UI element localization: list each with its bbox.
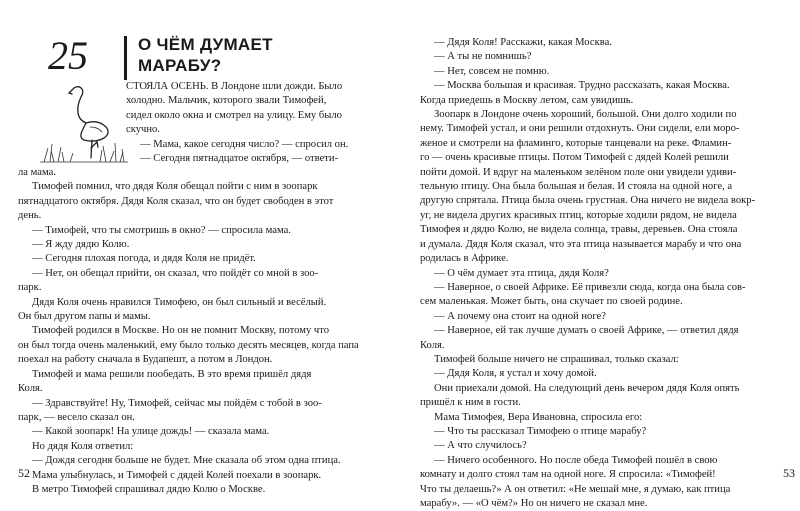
text-line: го — очень красивые птицы. Потом Тимофей с дядей Колей решили <box>420 152 729 164</box>
left-body-text <box>18 166 393 497</box>
text-line: Но дядя Коля ответил: <box>32 440 134 452</box>
text-line: женое и смотрели на фламинго, которые танцевали на реке. Фламин- <box>420 137 732 149</box>
text-line: родилась в Африке. <box>420 253 509 265</box>
chapter-divider <box>124 36 127 80</box>
chapter-title-line-2: МАРАБУ? <box>138 56 222 75</box>
text-line: — Наверное, ей так лучше думать о своей Африке, — ответил дядя <box>434 325 739 337</box>
text-line: — Нет, совсем не помню. <box>434 65 550 77</box>
text-line: — Дождя сегодня больше не будет. Мне сказала об этом одна птица. <box>32 455 341 467</box>
text-line: Тимофея и дядю Колю, не видела солнца, травы, деревьев. Она стояла <box>420 224 738 236</box>
text-line: уг, не видела других красивых птиц, которые ходили рядом, не видела <box>420 209 737 221</box>
chapter-number: 25 <box>48 33 88 78</box>
text-line: — А почему она стоит на одной ноге? <box>434 310 606 322</box>
text-line: сем маленькая. Может быть, она скучает по своей родине. <box>420 296 683 308</box>
text-line: Что ты делаешь?» А он ответил: «Не мешай мне, я думаю, как птица <box>420 483 731 495</box>
text-line: пятнадцатого октября. Дядя Коля сказал, что он будет свободен в этот <box>18 195 334 207</box>
text-line: пришёл к ним в гости. <box>420 397 521 409</box>
text-line: он был тогда очень маленький, ему было только десять месяцев, когда папа <box>18 339 359 351</box>
text-line: пойти домой. И вдруг на маленьком зелёном поле они увидели удиви- <box>420 166 737 178</box>
text-line: — Наверное, о своей Африке. Её привезли сюда, когда она была сов- <box>434 281 746 293</box>
text-line: Зоопарк в Лондоне очень хороший, большой. Они долго ходили по <box>434 109 737 121</box>
text-line: — А что случилось? <box>434 440 527 452</box>
text-line: — Сегодня плохая погода, и дядя Коля не придёт. <box>32 253 256 265</box>
text-line: Они приехали домой. На следующий день вечером дядя Коля опять <box>434 382 740 394</box>
text-line: — Здравствуйте! Ну, Тимофей, сейчас мы пойдём с тобой в зоо- <box>32 397 322 409</box>
text-line: Дядя Коля очень нравился Тимофею, он был сильный и весёлый. <box>32 296 327 308</box>
flamingo-illustration <box>40 82 128 164</box>
text-line: и думала. Дядя Коля сказал, что эта птица называется марабу и что она <box>420 238 742 250</box>
text-line: Коля. <box>18 383 43 395</box>
text-line: — Дядя Коля! Расскажи, какая Москва. <box>434 37 612 48</box>
text-line: Тимофей и мама решили пообедать. В это время пришёл дядя <box>32 368 312 380</box>
chapter-title-line-1: О ЧЁМ ДУМАЕТ <box>138 35 273 54</box>
text-line: — Мама, какое сегодня число? — спросил он. <box>140 138 349 150</box>
text-line: поехал на работу сначала в Будапешт, а потом в Лондон. <box>18 354 273 366</box>
text-line: Он был другом папы и мамы. <box>18 311 151 323</box>
page-number-right: 53 <box>783 466 795 480</box>
text-line: парк. <box>18 282 42 294</box>
text-line: — О чём думает эта птица, дядя Коля? <box>434 267 609 279</box>
text-line: Мама улыбнулась, и Тимофей с дядей Колей поехали в зоопарк. <box>32 469 322 481</box>
text-line: нему. Тимофей устал, и они решили отдохнуть. Они сидели, ели моро- <box>420 123 740 135</box>
right-body-text <box>420 36 795 511</box>
text-line: тельную птицу. Она была большая и белая. И стояла на одной ноге, а <box>420 181 733 193</box>
text-line: — Сегодня пятнадцатое октября, — ответи- <box>140 153 339 165</box>
text-line: день. <box>18 210 42 222</box>
text-line: В метро Тимофей спрашивал дядю Колю о Москве. <box>32 483 266 495</box>
text-line: Тимофей помнил, что дядя Коля обещал пойти с ним в зоопарк <box>32 181 318 193</box>
text-line: — Дядя Коля, я устал и хочу домой. <box>434 368 597 380</box>
chapter-title <box>138 34 273 76</box>
text-line: комнату и долго стоял там на одной ноге. Я спросила: «Тимофей! <box>420 469 716 481</box>
right-page <box>420 0 795 509</box>
chapter-header <box>18 32 393 84</box>
text-line: Мама Тимофея, Вера Ивановна, спросила его: <box>434 411 643 423</box>
text-line: холодно. Мальчик, которого звали Тимофей, <box>126 95 327 107</box>
text-line: — А ты не помнишь? <box>434 51 532 63</box>
text-line: — Тимофей, что ты смотришь в окно? — спросила мама. <box>32 224 291 236</box>
text-line: ла мама. <box>18 167 56 178</box>
page-number-left: 52 <box>18 466 30 480</box>
opening-paragraph <box>126 80 393 166</box>
text-line: — Нет, он обещал прийти, он сказал, что пойдёт со мной в зоо- <box>32 267 319 279</box>
text-line: — Ничего особенного. Но после обеда Тимофей пошёл в свою <box>434 454 718 466</box>
text-line: Тимофей родился в Москве. Но он не помнит Москву, потому что <box>32 325 330 337</box>
text-line: — Москва большая и красивая. Трудно рассказать, какая Москва. <box>434 80 730 92</box>
text-line: Тимофей больше ничего не спрашивал, только сказал: <box>434 353 679 365</box>
text-line: Коля. <box>420 339 445 351</box>
text-line: парк, — весело сказал он. <box>18 411 135 423</box>
text-line: сидел около окна и смотрел на улицу. Ему было <box>126 109 342 121</box>
text-line: — Что ты рассказал Тимофею о птице марабу? <box>434 425 647 437</box>
text-line: Когда приедешь в Москву летом, сам увидишь. <box>420 94 634 106</box>
text-line: — Я жду дядю Колю. <box>32 239 130 251</box>
text-line: марабу». — «О чём?» Но он ничего не сказал мне. <box>420 498 648 509</box>
text-line: другую спрятала. Птица была очень грустная. Она ничего не видела вокр- <box>420 195 756 207</box>
text-line: СТОЯЛА ОСЕНЬ. В Лондоне шли дожди. Было <box>126 81 343 92</box>
text-line: — Какой зоопарк! На улице дождь! — сказала мама. <box>32 426 270 438</box>
left-page <box>18 0 393 495</box>
text-line: скучно. <box>126 124 160 136</box>
